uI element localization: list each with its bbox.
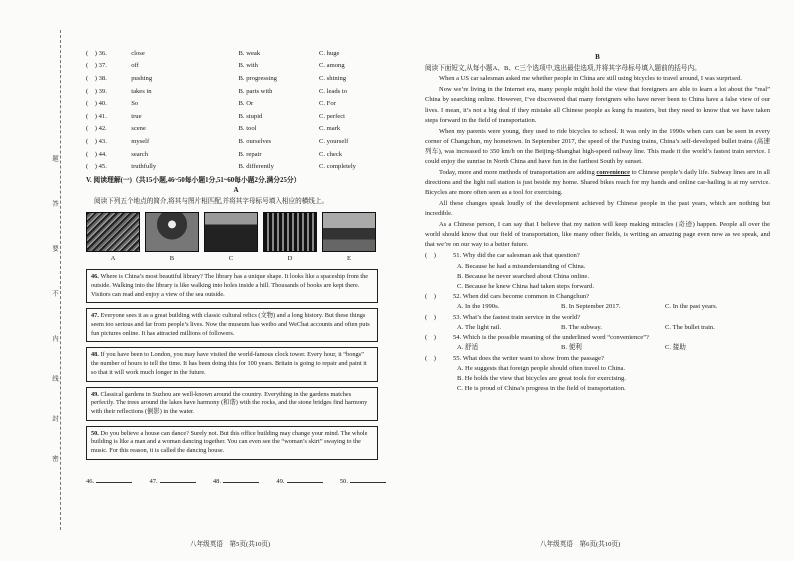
section-b-letter: B: [595, 53, 600, 61]
picture-image: [204, 212, 258, 252]
option[interactable]: B. Because he never searched about China online.: [457, 272, 590, 280]
option-a: pushing: [131, 75, 153, 83]
picture-image: [263, 212, 317, 252]
cloze-row: [86, 61, 386, 74]
option[interactable]: A. In the 1990s.: [457, 303, 500, 311]
blank-number: 49.: [276, 477, 285, 485]
option-c: C. shining: [318, 75, 347, 83]
margin-label: 密: [51, 455, 58, 462]
question-list: [425, 251, 770, 394]
option-a: truthfully: [131, 163, 157, 171]
blank-number: 48.: [212, 477, 222, 485]
option-c: C. yourself: [318, 138, 349, 145]
paragraph: All these changes speak loudly of the development achieved by Chinese people in the past years, which are nothing but incredible.: [425, 200, 770, 218]
answer-paren[interactable]: ( ) 41.: [86, 112, 107, 120]
answer-paren[interactable]: ( ) 42.: [86, 125, 107, 133]
option-c: C. among: [318, 62, 345, 70]
cloze-row: [86, 124, 386, 137]
passage-list: [86, 269, 386, 459]
picture-caption: B: [169, 255, 175, 263]
left-column: [86, 48, 386, 487]
option-a: off: [131, 62, 139, 70]
option[interactable]: B. 便利: [561, 344, 582, 352]
option[interactable]: C. He is proud of China’s progress in the field of transportation.: [457, 385, 626, 393]
cloze-options-list: [86, 48, 386, 174]
picture-item: [263, 212, 317, 264]
question-text: 52. When did cars become common in Changchun?: [453, 293, 590, 301]
passage-box: [86, 387, 378, 421]
question: [425, 313, 770, 323]
option-row: [425, 323, 770, 333]
footer-page-right: 八年级英语 第6页(共10页): [540, 541, 621, 548]
option-b: B. differently: [238, 163, 274, 171]
cloze-row: [86, 48, 386, 61]
answer-blank[interactable]: [276, 478, 322, 487]
blank-line[interactable]: [223, 482, 259, 483]
section-a-letter: A: [233, 186, 239, 195]
blank-line[interactable]: [350, 482, 386, 483]
option[interactable]: A. 舒适: [457, 344, 479, 352]
option[interactable]: A. He suggests that foreign people should often travel to China.: [457, 364, 626, 372]
option[interactable]: A. Because he had a misunderstanding of China.: [457, 262, 586, 270]
option[interactable]: A. The light rail.: [457, 323, 502, 331]
answer-paren[interactable]: ( ): [425, 354, 436, 362]
option[interactable]: C. Because he knew China had taken steps forward.: [457, 283, 594, 291]
cloze-row: [86, 98, 386, 111]
picture-item: [145, 212, 199, 264]
binding-margin: [40, 30, 68, 530]
option[interactable]: B. He holds the view that bicycles are great tools for exercising.: [457, 375, 627, 383]
option-b: B. Or: [238, 100, 254, 108]
cloze-row: [86, 161, 386, 174]
option-c: C. leads to: [318, 87, 347, 95]
margin-label: 封: [51, 415, 58, 422]
question: [425, 292, 770, 302]
option-a: true: [131, 112, 142, 120]
option-c: C. huge: [318, 49, 340, 57]
cloze-row: [86, 136, 386, 149]
cloze-row: [86, 149, 386, 162]
margin-label: 答: [51, 200, 58, 207]
blank-number: 47.: [149, 477, 158, 485]
margin-label: 要: [51, 245, 58, 252]
picture-image: [322, 212, 376, 252]
passage-number: 48.: [91, 351, 101, 359]
answer-paren[interactable]: ( ) 38.: [86, 75, 107, 83]
answer-paren[interactable]: ( ): [425, 252, 436, 260]
footer-page-left: 八年级英语 第5页(共10页): [190, 541, 271, 548]
picture-caption: D: [287, 255, 293, 263]
passage-box: [86, 308, 378, 342]
option-b: B. stupid: [238, 112, 263, 120]
answer-blank[interactable]: [213, 478, 259, 487]
section-a-instructions: 阅读下列五个地点的简介,将其与图片相匹配,并将其字母标号填入相应的横线上。: [94, 197, 329, 205]
answer-paren[interactable]: ( ): [425, 293, 436, 301]
picture-item: [204, 212, 258, 264]
passage-number: 50.: [91, 429, 101, 437]
picture-item: [86, 212, 140, 264]
blank-line[interactable]: [160, 482, 196, 483]
passage-text: Where is China’s most beautiful library? The library has a unique shape. It looks like a spaceship from the outside. Walking into the library is like walking into holes inside a hill. Thousands of books are kept there. Visitors can read and enjoy a view of the sea outside.: [91, 273, 369, 298]
passage-box: [86, 426, 378, 460]
option[interactable]: B. The subway.: [561, 323, 602, 331]
blank-line[interactable]: [96, 482, 132, 483]
option-a: search: [131, 150, 149, 158]
option-a: So: [131, 100, 139, 108]
option-a: scene: [131, 125, 146, 133]
option-b: B. repair: [238, 150, 262, 158]
option-c: C. mark: [318, 125, 341, 133]
passage-number: 49.: [91, 390, 101, 398]
picture-image: [145, 212, 199, 252]
option-a: takes in: [131, 87, 152, 95]
answer-paren[interactable]: ( ) 40.: [86, 100, 107, 108]
answer-paren[interactable]: ( ) 44.: [86, 150, 107, 158]
passage-box: [86, 269, 378, 303]
question: [425, 251, 770, 261]
option-row: [425, 302, 770, 312]
option-b: B. ourselves: [238, 138, 272, 145]
blank-number: 50.: [339, 477, 348, 485]
question: [425, 333, 770, 343]
paragraph: When a US car salesman asked me whether people in China are still using bicycles to travel around, I was surprised.: [439, 75, 742, 83]
passage-number: 46.: [91, 273, 101, 281]
answer-blanks: [86, 478, 386, 487]
answer-paren[interactable]: ( ) 36.: [86, 49, 107, 57]
paragraph: As a Chinese person, I can say that I believe that my nation will keep making miracles (奇迹) happen. People all over the world should know that our field of transportation, like many other fields, is writing an amazing page even now as we speak, and that we’re on our way to a better future.: [425, 221, 770, 249]
answer-paren[interactable]: ( ) 43.: [86, 138, 107, 145]
option[interactable]: B. In September 2017.: [561, 303, 621, 311]
section-b-instructions: 阅读下面短文,从每小题A、B、C三个选项中,选出最佳选项,并将其字母标号填入题前的括号内。: [425, 65, 701, 73]
option[interactable]: C. 接助: [665, 344, 686, 352]
paragraph: Now we’re living in the Internet era, many people might hold the view that foreigners are able to learn a lot about the “real” China by searching online. However, I’ve discovered that many foreigners who have never been to China have a false view of our lives. I mean, it’s not a big deal if they mistake all Chinese people as kung fu masters, but they need to know that we have taken steps forward in the field of transportation.: [425, 86, 770, 124]
picture-item: [322, 212, 376, 264]
passage-b: [425, 74, 770, 250]
passage-box: [86, 347, 378, 381]
question: [425, 354, 770, 364]
answer-paren[interactable]: ( ) 45.: [86, 163, 107, 171]
blank-line[interactable]: [287, 482, 323, 483]
question-text: 54. Which is the possible meaning of the underlined word “convenience”?: [453, 334, 649, 342]
question-text: 51. Why did the car salesman ask that question?: [453, 252, 580, 260]
cut-line: [60, 30, 61, 530]
section-v-title: V. 阅读理解(一)（共15小题,46~50每小题1分,51~60每小题2分,满分25分）: [86, 176, 301, 184]
passage-text: Do you believe a house can dance? Surely not. But this office building may change your mind. The whole building is like a man and a woman dancing together. You can even see the “woman’s skirt” swaying to the music. For this reason, it is called the dancing house.: [91, 429, 368, 454]
paragraph: Today, more and more methods of transportation are adding convenience to Chinese people’s daily life. Subway lines are in all directions and the light rail station is just beside my home. Shared bikes reach for my hands and online car-hailing is at my service. Bicycles are more often seen as a tool for exercising.: [425, 168, 770, 197]
cloze-row: [86, 111, 386, 124]
option-c: C. perfect: [318, 112, 345, 120]
picture-caption: E: [346, 255, 352, 263]
margin-label: 线: [51, 375, 58, 382]
answer-paren[interactable]: ( ) 37.: [86, 62, 107, 70]
answer-paren[interactable]: ( ): [425, 313, 436, 321]
passage-text: If you have been to London, you may have visited the world-famous clock tower. Every hour, it “bongs” the number of hours to tell the time. It has been doing this for 100 years. Britain is going to repair and paint it so that it will work much longer in the future.: [91, 351, 367, 376]
passage-text: Classical gardens in Suzhou are well-known around the country. Everything in the gardens matches perfectly. The trees around the lakes have harmony (和谐) with the rocks, and the stone bridges find harmony with their reflections (倒影) in the water.: [91, 390, 368, 415]
option[interactable]: C. In the past years.: [665, 303, 718, 311]
blank-number: 46.: [86, 477, 95, 485]
option-b: B. parts with: [238, 87, 273, 95]
option-a: close: [131, 49, 145, 57]
question-text: 55. What does the writer want to show from the passage?: [453, 354, 604, 362]
question-text: 53. What’s the fastest train service in the world?: [453, 313, 581, 321]
picture-row: [86, 212, 376, 264]
picture-caption: C: [228, 255, 234, 263]
passage-number: 47.: [91, 312, 101, 320]
paragraph: When my parents were young, they used to ride bicycles to school. It was only in the 1990s when cars can be seen in every corner of Changchun, my hometown. In September 2017, the speed of the Fuxing trains, China’s self-developed bullet trains (高速列车), was increased to 350 km/h on the Beijing-Shanghai high-speed railway line. This made it the world’s fastest train service. I could enjoy the sunrise in North China and have fun in the farthest South by sunset.: [425, 127, 770, 165]
option[interactable]: C. The bullet train.: [665, 323, 715, 331]
margin-label: 题: [51, 155, 58, 162]
cloze-row: [86, 86, 386, 99]
option-c: C. completely: [318, 163, 356, 171]
option-a: myself: [131, 138, 150, 145]
underlined-word: convenience: [596, 168, 630, 176]
option-b: B. progressing: [238, 75, 277, 83]
answer-paren[interactable]: ( ): [425, 334, 436, 342]
passage-text: Everyone sees it as a great building with classic cultural relics (文物) and a long history. But these things seem too serious and far from people’s lives. Now the museum has weibo and WeChat accounts and often puts fun pictures online. It has attracted millions of followers.: [91, 312, 370, 337]
answer-blank[interactable]: [86, 478, 132, 487]
option-b: B. weak: [238, 49, 261, 57]
option-row: [425, 343, 770, 353]
answer-paren[interactable]: ( ) 39.: [86, 87, 107, 95]
option-c: C. check: [318, 150, 343, 158]
answer-blank[interactable]: [340, 478, 386, 487]
option-b: B. tool: [238, 125, 257, 133]
picture-caption: A: [110, 255, 116, 263]
margin-label: 不: [51, 290, 58, 297]
picture-image: [86, 212, 140, 252]
right-column: [425, 52, 770, 394]
answer-blank[interactable]: [149, 478, 195, 487]
margin-label: 内: [51, 335, 58, 342]
cloze-row: [86, 73, 386, 86]
option-b: B. with: [238, 62, 258, 70]
option-c: C. For: [318, 100, 336, 108]
